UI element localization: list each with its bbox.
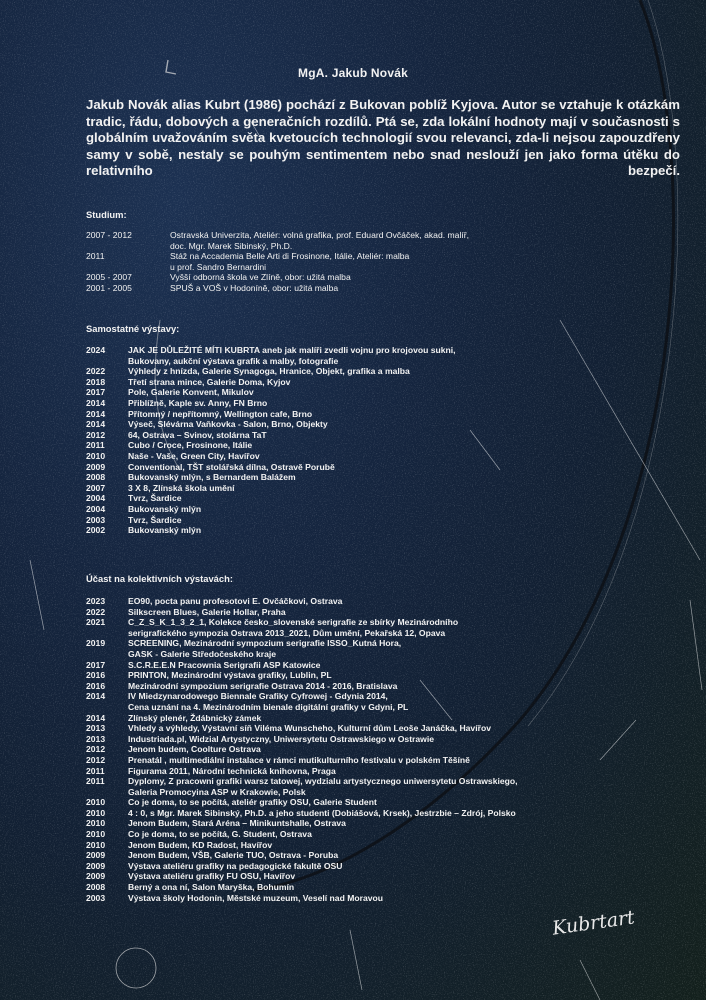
- kolektivni-heading: Účast na kolektivních výstavách:: [86, 573, 233, 584]
- list-item: [86, 504, 696, 515]
- item-line: Jenom budem, Coolture Ostrava: [128, 744, 261, 755]
- kolektivni-list: [86, 596, 696, 903]
- item-text: [128, 755, 696, 766]
- item-line: Tvrz, Šardice: [128, 514, 182, 525]
- item-text: [128, 387, 696, 398]
- item-year: 2009: [86, 461, 106, 472]
- item-line: Výstava ateliéru grafiky na pedagogické fakultě OSU: [128, 860, 343, 871]
- item-text: [128, 504, 696, 515]
- item-year: 2014: [86, 397, 106, 408]
- item-line: PRINTON, Mezinárodní výstava grafiky, Lublin, PL: [128, 670, 332, 681]
- list-item: [86, 419, 696, 430]
- item-text: [128, 670, 696, 681]
- list-item: [86, 440, 696, 451]
- item-text: [128, 776, 696, 797]
- list-item: [86, 670, 696, 681]
- item-year: 2005 - 2007: [86, 272, 132, 283]
- item-text: [128, 840, 696, 851]
- item-line: Vyšší odborná škola ve Zlíně, obor: užitá malba: [170, 272, 351, 283]
- item-year: 2010: [86, 807, 106, 818]
- list-item: [86, 882, 696, 893]
- item-year: 2003: [86, 514, 106, 525]
- item-text: [128, 472, 696, 483]
- item-text: [128, 850, 696, 861]
- item-line: Bukovanský mlýn: [128, 503, 202, 514]
- item-line: doc. Mgr. Marek Sibinský, Ph.D.: [170, 240, 293, 251]
- item-text: [128, 713, 696, 724]
- item-text: [170, 272, 696, 283]
- item-line: SCREENING, Mezinárodní sympozium serigrafie ISSO_Kutná Hora,: [128, 638, 402, 649]
- list-item: [86, 681, 696, 692]
- item-line: Přiblížně, Kaple sv. Anny, FN Brno: [128, 397, 268, 408]
- item-line: IV Miedzynarodowego Biennale Grafiky Cyfrowej - Gdynia 2014,: [128, 691, 388, 702]
- item-line: Cubo / Croce, Frosinone, Itálie: [128, 440, 253, 451]
- item-year: 2010: [86, 797, 106, 808]
- item-text: [128, 829, 696, 840]
- item-line: Stáž na Accademia Belle Arti di Frosinone, Itálie, Ateliér: malba: [170, 251, 410, 262]
- item-year: 2009: [86, 871, 106, 882]
- item-line: Zlínský plenér, Ždábnický zámek: [128, 712, 262, 723]
- item-text: [128, 596, 696, 607]
- item-year: 2007: [86, 482, 106, 493]
- item-line: Dyplomy, Z pracowni grafiki warsz tatowej, wydzialu artystycznego uniwersytetu Ostrawskiego,: [128, 776, 518, 787]
- item-year: 2012: [86, 429, 106, 440]
- item-year: 2012: [86, 754, 106, 765]
- list-item: [86, 723, 696, 734]
- list-item: [86, 660, 696, 671]
- list-item: [86, 251, 696, 272]
- item-text: [128, 419, 696, 430]
- list-item: [86, 607, 696, 618]
- list-item: [86, 283, 696, 294]
- item-text: [128, 744, 696, 755]
- list-item: [86, 398, 696, 409]
- list-item: [86, 850, 696, 861]
- list-item: [86, 515, 696, 526]
- item-text: [128, 734, 696, 745]
- item-year: 2014: [86, 691, 106, 702]
- item-text: [128, 430, 696, 441]
- item-line: Jenom Budem, Stará Aréna – Minikuntshalle, Ostrava: [128, 818, 346, 829]
- item-year: 2021: [86, 617, 106, 628]
- item-line: Co je doma, to se počítá, G. Student, Ostrava: [128, 829, 312, 840]
- item-year: 2011: [86, 765, 105, 776]
- item-year: 2009: [86, 860, 106, 871]
- item-line: Bukovany, aukční výstava grafik a malby, fotografie: [128, 355, 339, 366]
- signature: Kubrtart: [550, 906, 637, 940]
- item-line: Výstava školy Hodonín, Městské muzeum, Veselí nad Moravou: [128, 892, 384, 903]
- list-item: [86, 776, 696, 797]
- item-year: 2016: [86, 680, 106, 691]
- item-year: 2004: [86, 493, 106, 504]
- item-line: GASK - Galerie Středočeského kraje: [128, 648, 277, 659]
- item-text: [128, 638, 696, 659]
- item-line: Přítomný / nepřítomný, Wellington cafe, Brno: [128, 408, 313, 419]
- item-line: Jenom Budem, KD Radost, Havířov: [128, 839, 273, 850]
- item-year: 2010: [86, 450, 106, 461]
- list-item: [86, 409, 696, 420]
- item-text: [128, 723, 696, 734]
- item-year: 2008: [86, 882, 106, 893]
- item-line: Výseč, Slévárna Vaňkovka - Salon, Brno, Objekty: [128, 419, 328, 430]
- item-line: Bukovanský mlýn, s Bernardem Balážem: [128, 472, 296, 483]
- item-line: Mezinárodní sympozium serigrafie Ostrava 2014 - 2016, Bratislava: [128, 680, 398, 691]
- item-text: [128, 681, 696, 692]
- list-item: [86, 387, 696, 398]
- item-text: [128, 617, 696, 638]
- item-year: 2022: [86, 606, 106, 617]
- list-item: [86, 818, 696, 829]
- item-year: 2014: [86, 408, 106, 419]
- list-item: [86, 861, 696, 872]
- studium-list: [86, 230, 696, 294]
- item-line: JAK JE DŮLEŽITÉ MÍTI KUBRTA aneb jak malíři zvedli vojnu pro krojovou sukni,: [128, 345, 456, 355]
- list-item: [86, 617, 696, 638]
- item-year: 2008: [86, 472, 106, 483]
- item-text: [128, 493, 696, 504]
- item-text: [128, 691, 696, 712]
- list-item: [86, 744, 696, 755]
- item-text: [128, 808, 696, 819]
- list-item: [86, 840, 696, 851]
- item-line: Výhledy z hnízda, Galerie Synagoga, Hranice, Objekt, grafika a malba: [128, 366, 410, 377]
- item-year: 2007 - 2012: [86, 230, 132, 240]
- item-year: 2014: [86, 712, 106, 723]
- item-line: SPUŠ a VOŠ v Hodoníně, obor: užitá malba: [170, 282, 339, 293]
- item-line: Naše - Vaše, Green City, Havířov: [128, 450, 260, 461]
- list-item: [86, 462, 696, 473]
- item-line: Conventional, TŠT stolářská dílna, Ostravě Porubě: [128, 461, 335, 472]
- item-year: 2017: [86, 387, 106, 398]
- item-year: 2017: [86, 659, 106, 670]
- item-text: [128, 451, 696, 462]
- item-year: 2014: [86, 419, 106, 430]
- item-text: [128, 398, 696, 409]
- item-text: [128, 440, 696, 451]
- item-line: Silkscreen Blues, Galerie Hollar, Praha: [128, 606, 286, 617]
- list-item: [86, 345, 696, 366]
- item-line: serigrafického sympozia Ostrava 2013_2021, Dům umění, Pekařská 12, Opava: [128, 627, 446, 638]
- list-item: [86, 472, 696, 483]
- list-item: [86, 596, 696, 607]
- item-year: 2023: [86, 596, 106, 606]
- item-year: 2009: [86, 850, 106, 861]
- item-line: 3 X 8, Zlínská škola umění: [128, 482, 235, 493]
- item-year: 2012: [86, 744, 106, 755]
- item-year: 2011: [86, 251, 105, 262]
- item-text: [128, 882, 696, 893]
- item-line: Berný a ona ní, Salon Maryška, Bohumín: [128, 882, 295, 893]
- item-text: [128, 515, 696, 526]
- list-item: [86, 797, 696, 808]
- list-item: [86, 893, 696, 904]
- samostatne-heading: Samostatné výstavy:: [86, 323, 180, 334]
- list-item: [86, 483, 696, 494]
- item-text: [128, 462, 696, 473]
- item-text: [128, 893, 696, 904]
- intro-paragraph: Jakub Novák alias Kubrt (1986) pochází z Bukovan poblíž Kyjova. Autor se vztahuje k otázkám tradic, řádu, dobových a generačních rozdílů. Ptá se, zda lokální hodnoty mají v současnosti s globálním uvažováním světa kvetoucích technologií svou relevanci, zda-li nejsou zapouzdřeny samy v sobě, nestaly se pouhým sentimentem nebo snad neslouží jen jako forma útěku do relativního bezpečí.: [86, 97, 680, 179]
- list-item: [86, 808, 696, 819]
- item-line: Bukovanský mlýn: [128, 525, 202, 536]
- item-text: [128, 607, 696, 618]
- item-year: 2001 - 2005: [86, 282, 132, 293]
- item-year: 2013: [86, 733, 106, 744]
- item-year: 2003: [86, 892, 106, 903]
- item-line: Výstava ateliéru grafiky FU OSU, Havířov: [128, 871, 296, 882]
- list-item: [86, 871, 696, 882]
- item-line: S.C.R.E.E.N Pracownia Serigrafii ASP Katowice: [128, 659, 321, 670]
- item-text: [128, 345, 696, 366]
- item-year: 2013: [86, 723, 106, 734]
- list-item: [86, 430, 696, 441]
- item-line: Figurama 2011, Národní technická knihovna, Praga: [128, 765, 336, 776]
- item-text: [128, 797, 696, 808]
- list-item: [86, 451, 696, 462]
- item-text: [170, 283, 696, 294]
- list-item: [86, 755, 696, 766]
- item-year: 2004: [86, 503, 106, 514]
- item-year: 2016: [86, 670, 106, 681]
- list-item: [86, 734, 696, 745]
- item-text: [128, 525, 696, 536]
- item-text: [128, 366, 696, 377]
- item-year: 2010: [86, 829, 106, 840]
- list-item: [86, 713, 696, 724]
- item-line: Ostravská Univerzita, Ateliér: volná grafika, prof. Eduard Ovčáček, akad. malíř,: [170, 230, 469, 240]
- list-item: [86, 638, 696, 659]
- list-item: [86, 766, 696, 777]
- item-text: [128, 660, 696, 671]
- item-text: [128, 818, 696, 829]
- page-title: MgA. Jakub Novák: [298, 66, 408, 80]
- item-year: 2002: [86, 525, 106, 536]
- list-item: [86, 525, 696, 536]
- item-year: 2010: [86, 818, 106, 829]
- item-text: [128, 766, 696, 777]
- list-item: [86, 691, 696, 712]
- samostatne-list: [86, 345, 696, 536]
- item-line: Industriada.pl, Widzial Artystyczny, Uniwersytetu Ostrawskiego w Ostrawie: [128, 733, 435, 744]
- item-year: 2024: [86, 345, 106, 355]
- list-item: [86, 829, 696, 840]
- list-item: [86, 366, 696, 377]
- item-text: [128, 871, 696, 882]
- item-line: 4 : 0, s Mgr. Marek Sibinský, Ph.D. a jeho studenti (Dobiášová, Krsek), Jestrzbie – Zdrój, Polsko: [128, 807, 516, 818]
- item-text: [128, 861, 696, 872]
- list-item: [86, 377, 696, 388]
- item-line: Co je doma, to se počítá, ateliér grafiky OSU, Galerie Student: [128, 797, 377, 808]
- item-year: 2011: [86, 776, 105, 787]
- studium-heading: Studium:: [86, 209, 127, 220]
- item-year: 2022: [86, 366, 106, 377]
- item-line: EO90, pocta panu profesotovi E. Ovčáčkovi, Ostrava: [128, 596, 343, 606]
- item-line: Tvrz, Šardice: [128, 493, 182, 504]
- item-line: Třetí strana mince, Galerie Doma, Kyjov: [128, 376, 291, 387]
- item-line: 64, Ostrava – Svinov, stolárna TaT: [128, 429, 267, 440]
- item-year: 2011: [86, 440, 105, 451]
- item-text: [128, 377, 696, 388]
- item-line: Pole, Galerie Konvent, Mikulov: [128, 387, 254, 398]
- item-line: Prenatál , multimediální instalace v rámci mutikulturního festivalu v polském Těšíně: [128, 754, 470, 765]
- item-text: [128, 483, 696, 494]
- item-text: [170, 251, 696, 272]
- item-text: [128, 409, 696, 420]
- list-item: [86, 230, 696, 251]
- item-year: 2018: [86, 376, 106, 387]
- item-year: 2010: [86, 839, 106, 850]
- list-item: [86, 493, 696, 504]
- item-line: Jenom Budem, VŠB, Galerie TUO, Ostrava - Poruba: [128, 850, 339, 861]
- item-line: Galeria Promocyina ASP w Krakowie, Polsk: [128, 786, 306, 797]
- item-line: C_Z_S_K_1_3_2_1, Kolekce česko_slovenské serigrafie ze sbírky Mezinárodního: [128, 617, 459, 628]
- item-line: Cena uznání na 4. Mezinárodním bienale digitální grafiky v Gdyni, PL: [128, 701, 409, 712]
- list-item: [86, 272, 696, 283]
- item-text: [170, 230, 696, 251]
- item-line: u prof. Sandro Bernardini: [170, 261, 267, 272]
- item-year: 2019: [86, 638, 106, 649]
- item-line: Vhledy a výhledy, Výstavní síň Viléma Wunscheho, Kulturní dům Leoše Janáčka, Havířov: [128, 723, 491, 734]
